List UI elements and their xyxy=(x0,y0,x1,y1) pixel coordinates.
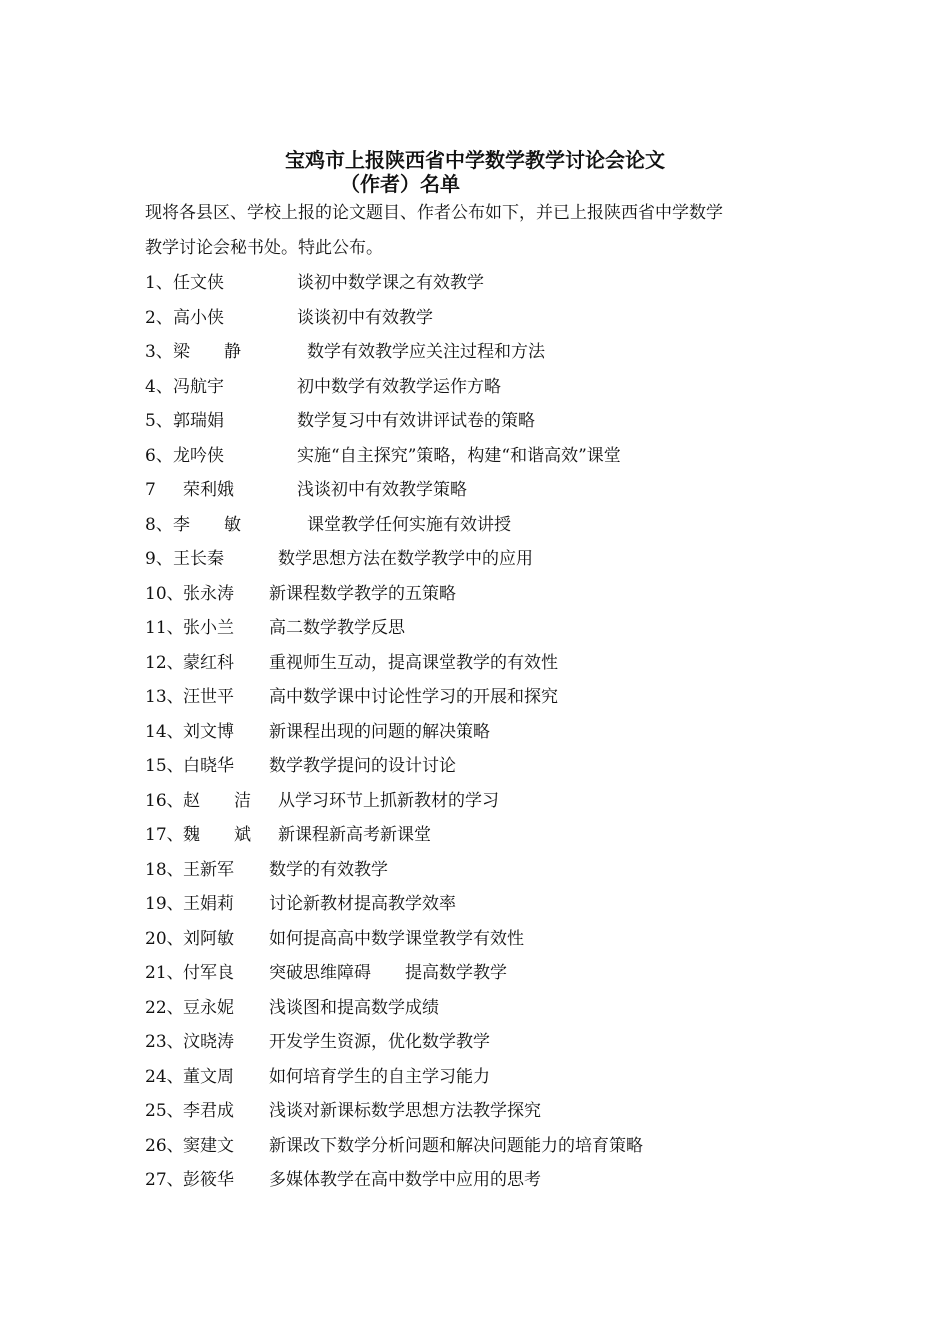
list-item xyxy=(145,508,845,543)
entry-author: 荣利娥 xyxy=(183,480,234,500)
entry-paper-title: 浅谈图和提高数学成绩 xyxy=(269,997,439,1018)
list-item xyxy=(145,542,845,577)
entry-number: 7 xyxy=(145,480,156,500)
entry-number: 12、 xyxy=(145,652,184,673)
entry-paper-title: 初中数学有效教学运作方略 xyxy=(297,376,501,397)
list-item xyxy=(145,1129,845,1164)
list-item xyxy=(145,680,845,715)
entry-paper-title: 浅谈初中有效教学策略 xyxy=(297,480,467,500)
list-item xyxy=(145,439,845,474)
list-item xyxy=(145,266,845,301)
entry-number: 21、 xyxy=(145,963,184,983)
entry-number: 14、 xyxy=(145,721,184,742)
entry-paper-title: 高二数学教学反思 xyxy=(269,618,405,638)
list-item xyxy=(145,887,845,922)
entry-author: 任文侠 xyxy=(173,273,224,293)
entry-number: 23、 xyxy=(145,1032,184,1052)
entry-author: 赵 洁 xyxy=(183,790,251,811)
entry-paper-title: 新课程数学教学的五策略 xyxy=(269,583,456,604)
entry-paper-title: 重视师生互动，提高课堂教学的有效性 xyxy=(269,652,558,673)
entry-number: 13、 xyxy=(145,687,184,707)
entry-author: 冯航宇 xyxy=(173,376,224,397)
entry-author: 龙吟侠 xyxy=(173,445,224,466)
entry-author: 白晓华 xyxy=(183,756,234,776)
list-item xyxy=(145,715,845,750)
list-item xyxy=(145,301,845,336)
entry-number: 24、 xyxy=(145,1066,184,1087)
entry-paper-title: 讨论新教材提高教学效率 xyxy=(269,894,456,914)
entry-number: 19、 xyxy=(145,894,184,914)
entry-number: 8、 xyxy=(145,514,173,535)
entry-author: 刘阿敏 xyxy=(183,928,234,949)
list-item xyxy=(145,1060,845,1095)
entry-paper-title: 数学思想方法在数学教学中的应用 xyxy=(278,549,533,569)
entry-paper-title: 数学教学提问的设计讨论 xyxy=(269,756,456,776)
entry-author: 王娟莉 xyxy=(183,894,234,914)
entry-paper-title: 数学有效教学应关注过程和方法 xyxy=(307,342,545,362)
entry-author: 魏 斌 xyxy=(183,825,251,845)
list-item xyxy=(145,1094,845,1129)
intro-paragraph xyxy=(145,196,805,266)
entry-paper-title: 新课改下数学分析问题和解决问题能力的培育策略 xyxy=(269,1135,643,1156)
list-item xyxy=(145,1163,845,1198)
list-item xyxy=(145,404,845,439)
entry-number: 3、 xyxy=(145,342,173,362)
entry-paper-title: 课堂教学任何实施有效讲授 xyxy=(307,514,511,535)
entry-number: 15、 xyxy=(145,756,184,776)
paper-list xyxy=(145,266,845,1198)
entry-number: 22、 xyxy=(145,997,184,1018)
intro-line: 教学讨论会秘书处。特此公布。 xyxy=(145,238,383,258)
entry-number: 18、 xyxy=(145,859,184,880)
list-item xyxy=(145,577,845,612)
list-item xyxy=(145,473,845,508)
list-item xyxy=(145,956,845,991)
entry-number: 26、 xyxy=(145,1135,184,1156)
entry-author: 高小侠 xyxy=(173,307,224,328)
list-item xyxy=(145,818,845,853)
list-item xyxy=(145,611,845,646)
entry-number: 5、 xyxy=(145,411,173,431)
entry-number: 25、 xyxy=(145,1101,184,1121)
entry-number: 2、 xyxy=(145,307,173,328)
entry-paper-title: 实施“自主探究”策略，构建“和谐高效”课堂 xyxy=(297,445,621,466)
entry-number: 17、 xyxy=(145,825,184,845)
entry-paper-title: 如何培育学生的自主学习能力 xyxy=(269,1066,490,1087)
entry-author: 付军良 xyxy=(183,963,234,983)
entry-paper-title: 突破思维障碍 提高数学教学 xyxy=(269,963,507,983)
entry-paper-title: 如何提高高中数学课堂教学有效性 xyxy=(269,928,524,949)
list-item xyxy=(145,370,845,405)
list-item xyxy=(145,1025,845,1060)
entry-author: 王长秦 xyxy=(173,549,224,569)
entry-number: 10、 xyxy=(145,583,184,604)
entry-author: 李 敏 xyxy=(173,514,241,535)
entry-number: 20、 xyxy=(145,928,184,949)
list-item xyxy=(145,922,845,957)
entry-paper-title: 浅谈对新课标数学思想方法教学探究 xyxy=(269,1101,541,1121)
entry-paper-title: 开发学生资源，优化数学教学 xyxy=(269,1032,490,1052)
list-item xyxy=(145,853,845,888)
entry-author: 彭筱华 xyxy=(183,1170,234,1190)
entry-number: 27、 xyxy=(145,1170,184,1190)
entry-number: 11、 xyxy=(145,618,184,638)
entry-author: 汶晓涛 xyxy=(183,1032,234,1052)
entry-author: 刘文博 xyxy=(183,721,234,742)
entry-paper-title: 数学复习中有效讲评试卷的策略 xyxy=(297,411,535,431)
list-item xyxy=(145,749,845,784)
entry-paper-title: 高中数学课中讨论性学习的开展和探究 xyxy=(269,687,558,707)
entry-author: 王新军 xyxy=(183,859,234,880)
intro-line: 现将各县区、学校上报的论文题目、作者公布如下，并已上报陕西省中学数学 xyxy=(145,203,723,223)
entry-paper-title: 谈初中数学课之有效教学 xyxy=(297,273,484,293)
entry-paper-title: 多媒体教学在高中数学中应用的思考 xyxy=(269,1170,541,1190)
entry-author: 蒙红科 xyxy=(183,652,234,673)
entry-paper-title: 新课程出现的问题的解决策略 xyxy=(269,721,490,742)
entry-number: 4、 xyxy=(145,376,173,397)
list-item xyxy=(145,646,845,681)
document-title: 宝鸡市上报陕西省中学数学教学讨论会论文 xyxy=(285,148,665,172)
list-item xyxy=(145,335,845,370)
document-subtitle: （作者）名单 xyxy=(340,172,460,196)
entry-number: 16、 xyxy=(145,790,184,811)
entry-author: 汪世平 xyxy=(183,687,234,707)
entry-author: 郭瑞娟 xyxy=(173,411,224,431)
entry-author: 窦建文 xyxy=(183,1135,234,1156)
entry-number: 6、 xyxy=(145,445,173,466)
entry-author: 董文周 xyxy=(183,1066,234,1087)
entry-number: 9、 xyxy=(145,549,173,569)
entry-author: 李君成 xyxy=(183,1101,234,1121)
entry-author: 梁 静 xyxy=(173,342,241,362)
entry-paper-title: 从学习环节上抓新教材的学习 xyxy=(278,790,499,811)
entry-paper-title: 新课程新高考新课堂 xyxy=(278,825,431,845)
entry-paper-title: 谈谈初中有效教学 xyxy=(297,307,433,328)
entry-paper-title: 数学的有效教学 xyxy=(269,859,388,880)
entry-author: 张永涛 xyxy=(183,583,234,604)
entry-number: 1、 xyxy=(145,273,173,293)
list-item xyxy=(145,991,845,1026)
entry-author: 张小兰 xyxy=(183,618,234,638)
entry-author: 豆永妮 xyxy=(183,997,234,1018)
list-item xyxy=(145,784,845,819)
